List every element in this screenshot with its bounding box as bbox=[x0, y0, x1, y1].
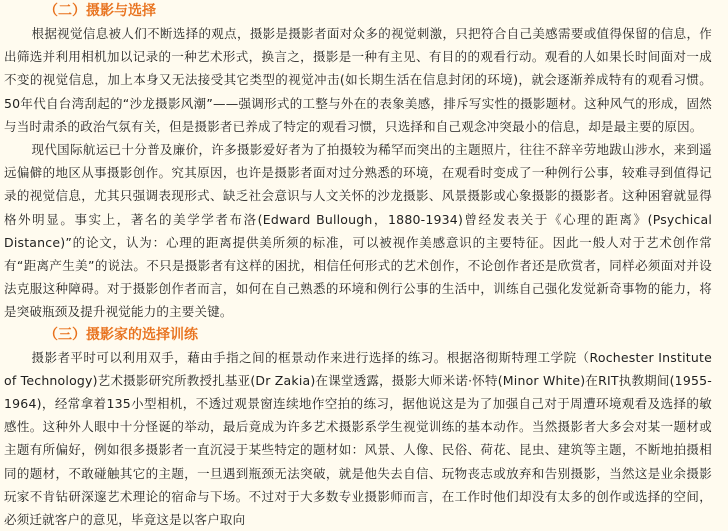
paragraph: 现代国际航运已十分普及廉价，许多摄影爱好者为了拍摄较为稀罕而突出的主题照片，往往不辞辛劳地跋山涉水，来到遥远偏僻的地区从事摄影创作。究其原因，也许是摄影者面对过分熟悉的环境，在观看时变成了一种例行公事，较难寻到值得记录的视觉信息，尤其只强调表现形式、缺乏社会意识与人文关怀的沙龙摄影、风景摄影或心象摄影的摄影者。这种困窘就显得格外明显。事实上，著名的美学学者布洛(Edward Bullough，1880-1934)曾经发表关于《心理的距离》(Psychical Distance)”的论文，认为：心理的距离提供美所须的标准，可以被视作美感意识的主要特征。因此一般人对于艺术创作常有“距离产生美”的说法。不只是摄影者有这样的困扰，相信任何形式的艺术创作，不论创作者还是欣赏者，同样必须面对并设法克服这种障碍。对于摄影创作者而言，如何在自己熟悉的环境和例行公事的生活中，训练自己强化发觉新奇事物的能力，将是突破瓶颈及提升视觉能力的主要关键。 bbox=[4, 142, 712, 320]
section-heading-selection-training: （三）摄影家的选择训练 bbox=[44, 326, 198, 343]
section-heading-photography-and-selection: （二）摄影与选择 bbox=[44, 3, 156, 19]
paragraph: 摄影者平时可以利用双手，藉由手指之间的框景动作来进行选择的练习。根据洛彻斯特理工学院（Rochester Institute of Technology)艺术摄影研究所教授扎基亚(Dr Zakia)在课堂透露，摄影大师米诺·怀特(Minor White)在RIT执教期间(1955-1964)，经常拿着135小型相机，不透过观景窗连续地作空拍的练习，据他说这是为了加强自己对于周遭环境观看及选择的敏感性。这种外人眼中十分怪诞的举动，最后竟成为许多艺术摄影系学生视觉训练的基本动作。当然摄影者大多会对某一题材或主题有所偏好，例如很多摄影者一直沉浸于某些特定的题材如：风景、人像、民俗、荷花、昆虫、建筑等主题，不断地拍摄相同的题材，不敢碰触其它的主题，一旦遇到瓶颈无法突破，就是他失去自信、玩物丧志或放弃和告别摄影，当然这是业余摄影玩家不肯钻研深邃艺术理论的宿命与下场。不过对于大多数专业摄影师而言，在工作时他们却没有太多的创作或选择的空间，必须迁就客户的意见，毕竟这是以客户取向 bbox=[4, 349, 712, 528]
paragraph: 根据视觉信息被人们不断选择的观点，摄影是摄影者面对众多的视觉刺激，只把符合自己美感需要或值得保留的信息，作出筛选并利用相机加以记录的一种艺术形式，换言之，摄影是一种有主见、有目的的观看行动。观看的人如果长时间面对一成不变的视觉信息，加上本身又无法接受其它类型的视觉冲击(如长期生活在信息封闭的环境)，就会逐渐养成特有的观看习惯。50年代自台湾刮起的“沙龙摄影风潮”——强调形式的工整与外在的表象美感，排斥写实性的摄影题材。这种风气的形成，固然与当时肃杀的政治气氛有关，但是摄影者已养成了特定的观看习惯，只选择和自己观念冲突最小的信息，却是最主要的原因。 bbox=[4, 26, 712, 134]
